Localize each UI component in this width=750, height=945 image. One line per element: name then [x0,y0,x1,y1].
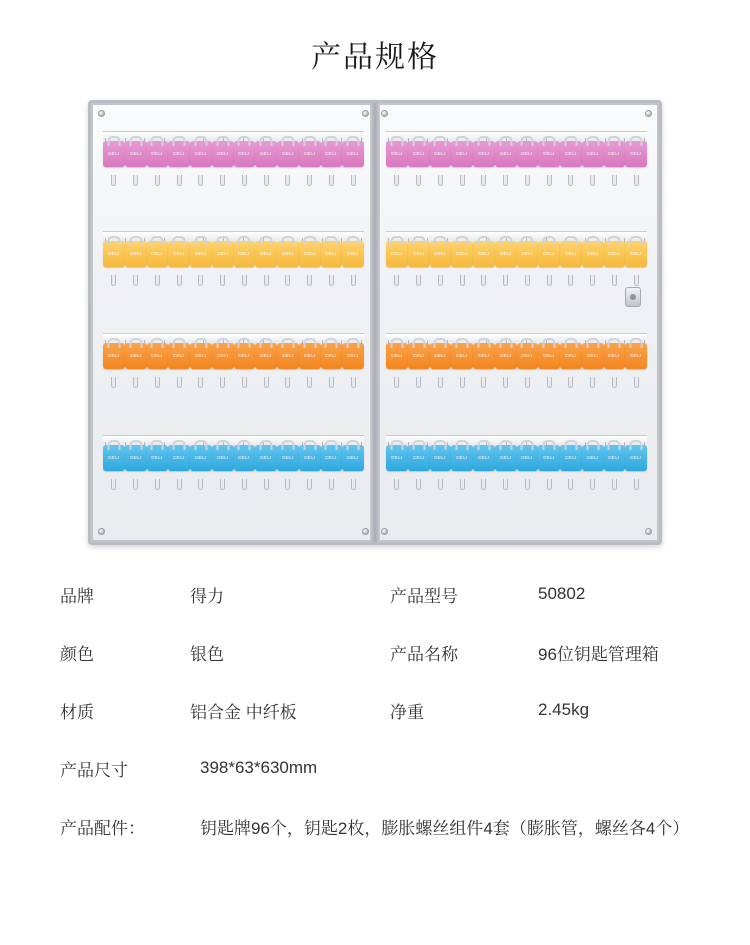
key-tag [495,241,517,267]
key-tag-brand: DELI [499,455,512,461]
key-tag-row-pink [103,141,364,171]
key-tag [190,343,212,369]
key-tag-brand: DELI [456,151,468,157]
key-tag [430,141,452,167]
spec-table [0,565,750,855]
key-tag-brand: DELI [151,353,164,359]
key-tag-brand: DELI [108,455,120,461]
key-tag-brand: DELI [543,151,555,157]
page-title: 产品规格 [311,41,439,74]
key-tag-row-yellow [386,241,647,271]
spec-pair [60,698,390,723]
key-tag-brand: DELI [499,151,512,157]
key-tag-brand: DELI [151,455,164,461]
key-tag [451,445,473,471]
key-tag-brand: DELI [282,455,294,461]
key-tag [495,445,517,471]
key-tag [321,445,343,471]
key-tag [386,445,408,471]
key-tag [451,241,473,267]
spec-pair [60,582,390,607]
key-tag-brand: DELI [129,251,142,257]
key-tag [190,141,212,167]
spec-value: 398*63*630mm [200,758,318,777]
key-tag-brand: DELI [608,251,621,257]
spec-value: 钥匙牌96个，钥匙2枚，膨胀螺丝组件4套（膨胀管，螺丝各4个） [200,818,690,838]
key-tag-brand: DELI [543,455,555,461]
key-tag-brand: DELI [303,151,316,157]
key-tag-row-orange [103,343,364,373]
key-tag-brand: DELI [325,251,338,257]
spec-pair [390,640,659,665]
key-tag [473,343,495,369]
key-tag [277,445,299,471]
key-tag-brand: DELI [238,151,251,157]
key-tag-brand: DELI [478,353,490,359]
screw-icon [645,528,652,535]
key-tag-brand: DELI [478,455,490,461]
key-tag-brand: DELI [412,353,425,359]
key-tag [430,241,452,267]
key-tag [604,445,626,471]
key-tag [299,241,321,267]
key-tag-brand: DELI [303,353,316,359]
key-tag-brand: DELI [347,151,359,157]
key-tag [408,343,430,369]
spec-value: 2.45kg [538,700,590,719]
screw-icon [381,528,388,535]
key-tag [277,343,299,369]
hook-row [386,377,647,391]
key-tag-brand: DELI [260,353,272,359]
key-tag-brand: DELI [456,455,468,461]
key-tag-brand: DELI [325,353,338,359]
key-tag [255,141,277,167]
hook-row [386,175,647,189]
key-tag [103,241,125,267]
spec-pair [390,582,585,607]
key-tag [538,141,560,167]
key-tag [321,241,343,267]
key-tag-brand: DELI [412,455,425,461]
key-tag [168,241,190,267]
key-tag [212,241,234,267]
key-tag [451,141,473,167]
key-tag-brand: DELI [129,353,142,359]
key-tag [473,141,495,167]
key-tag-brand: DELI [565,151,577,157]
key-tag-brand: DELI [108,353,120,359]
screw-icon [381,110,388,117]
spec-pair [60,756,317,781]
key-tag-brand: DELI [608,151,621,157]
key-tag-brand: DELI [151,251,164,257]
key-tag [299,445,321,471]
key-tag-brand: DELI [543,353,555,359]
key-tag [212,445,234,471]
key-tag-brand: DELI [434,251,447,257]
key-tag [168,343,190,369]
key-tag [582,445,604,471]
key-tag [125,241,147,267]
key-tag-brand: DELI [195,353,207,359]
key-tag [212,141,234,167]
key-tag-brand: DELI [238,455,251,461]
key-tag-brand: DELI [151,151,164,157]
key-tag [299,141,321,167]
key-tag [103,343,125,369]
key-tag-brand: DELI [630,353,642,359]
key-tag-brand: DELI [216,353,229,359]
spec-value: 50802 [538,584,586,603]
key-tag [125,343,147,369]
key-tag [604,141,626,167]
key-tag-brand: DELI [347,251,359,257]
product-image [0,88,750,558]
hook-row [386,275,647,289]
spec-label: 产品名称 [390,644,458,664]
key-tag-brand: DELI [478,251,490,257]
key-tag [386,141,408,167]
hook-row [103,275,364,289]
key-tag-brand: DELI [586,455,599,461]
key-tag [560,141,582,167]
key-tag-brand: DELI [434,151,447,157]
key-tag-brand: DELI [456,251,468,257]
hook-row [103,175,364,189]
key-tag-brand: DELI [303,251,316,257]
table-row [60,623,690,681]
key-tag [473,241,495,267]
key-tag-brand: DELI [260,251,272,257]
key-tag-brand: DELI [260,151,272,157]
key-tag [147,445,169,471]
key-tag [190,241,212,267]
key-tag [342,445,364,471]
key-tag [495,141,517,167]
key-tag-brand: DELI [586,251,599,257]
key-tag [147,343,169,369]
key-tag [625,241,647,267]
key-tag [255,445,277,471]
spec-label: 产品型号 [390,586,458,606]
key-tag-brand: DELI [608,353,621,359]
key-tag [582,241,604,267]
table-row [60,797,690,855]
key-tag-brand: DELI [238,251,251,257]
key-tag [190,445,212,471]
key-tag [582,141,604,167]
key-tag [560,343,582,369]
key-tag-brand: DELI [108,151,120,157]
key-tag-brand: DELI [478,151,490,157]
key-tag [538,445,560,471]
key-tag [451,343,473,369]
key-tag-brand: DELI [238,353,251,359]
key-tag [234,343,256,369]
key-tag-brand: DELI [456,353,468,359]
key-tag [517,241,539,267]
key-tag-brand: DELI [543,251,555,257]
key-tag-brand: DELI [521,455,534,461]
key-tag [234,141,256,167]
key-tag [342,241,364,267]
key-tag-brand: DELI [499,251,512,257]
table-row [60,739,690,797]
key-tag [103,141,125,167]
key-tag-brand: DELI [195,251,207,257]
key-tag-brand: DELI [173,455,185,461]
lock-icon [625,287,641,307]
key-tag-brand: DELI [325,455,338,461]
key-tag-brand: DELI [391,353,403,359]
key-tag [408,445,430,471]
key-tag-brand: DELI [630,251,642,257]
hook-row [103,377,364,391]
spec-pair [390,698,589,723]
key-tag [125,445,147,471]
spec-value: 96位钥匙管理箱 [538,644,659,664]
hook-row [386,479,647,493]
key-tag [604,343,626,369]
spec-value: 铝合金 中纤板 [190,702,297,722]
key-tag-brand: DELI [216,455,229,461]
key-cabinet [88,100,662,545]
spec-value: 银色 [190,644,224,664]
key-tag [299,343,321,369]
key-tag-brand: DELI [303,455,316,461]
key-tag-row-yellow [103,241,364,271]
key-tag [517,343,539,369]
key-tag-brand: DELI [391,151,403,157]
key-tag-brand: DELI [521,353,534,359]
key-tag-brand: DELI [347,455,359,461]
key-tag-row-pink [386,141,647,171]
key-tag-brand: DELI [412,251,425,257]
screw-icon [362,528,369,535]
key-tag [625,141,647,167]
spec-label: 产品配件： [60,818,145,838]
screw-icon [645,110,652,117]
key-tag-row-blue [103,445,364,475]
key-tag [342,343,364,369]
spec-pair [60,640,390,665]
key-tag [473,445,495,471]
key-tag-brand: DELI [108,251,120,257]
key-tag-brand: DELI [216,251,229,257]
key-tag-brand: DELI [173,251,185,257]
key-tag [430,343,452,369]
key-tag-brand: DELI [630,151,642,157]
screw-icon [362,110,369,117]
spec-value: 得力 [190,586,224,606]
key-tag-brand: DELI [391,455,403,461]
key-tag-brand: DELI [325,151,338,157]
key-tag-brand: DELI [282,251,294,257]
screw-icon [98,528,105,535]
key-tag-brand: DELI [412,151,425,157]
spec-pair [60,814,689,839]
key-tag-brand: DELI [216,151,229,157]
key-tag-brand: DELI [565,353,577,359]
key-tag [560,445,582,471]
key-tag [168,445,190,471]
key-tag [538,241,560,267]
cabinet-door-left [91,103,375,542]
cabinet-hinge [370,103,380,542]
key-tag-brand: DELI [195,455,207,461]
key-tag-brand: DELI [521,151,534,157]
spec-label: 材质 [60,702,94,722]
key-tag [408,141,430,167]
key-tag-row-orange [386,343,647,373]
spec-label: 净重 [390,702,424,722]
key-tag-brand: DELI [347,353,359,359]
key-tag [517,445,539,471]
hook-row [103,479,364,493]
key-tag [430,445,452,471]
key-tag [625,343,647,369]
key-tag [147,141,169,167]
key-tag-brand: DELI [586,353,599,359]
key-tag-brand: DELI [173,151,185,157]
key-tag [277,141,299,167]
key-tag [234,241,256,267]
key-tag-brand: DELI [499,353,512,359]
key-tag [147,241,169,267]
key-tag [408,241,430,267]
key-tag [103,445,125,471]
key-tag [560,241,582,267]
key-tag-brand: DELI [608,455,621,461]
cabinet-door-right [375,103,659,542]
key-tag-brand: DELI [129,455,142,461]
key-tag [495,343,517,369]
key-tag-brand: DELI [586,151,599,157]
key-tag [517,141,539,167]
screw-icon [98,110,105,117]
key-tag-brand: DELI [434,455,447,461]
spec-label: 颜色 [60,644,94,664]
key-tag-brand: DELI [391,251,403,257]
key-tag-brand: DELI [434,353,447,359]
key-tag-brand: DELI [521,251,534,257]
key-tag [538,343,560,369]
key-tag-brand: DELI [565,251,577,257]
key-tag [321,141,343,167]
key-tag-brand: DELI [565,455,577,461]
key-tag-brand: DELI [630,455,642,461]
key-tag [168,141,190,167]
key-tag [212,343,234,369]
spec-label: 产品尺寸 [60,760,128,780]
spec-label: 品牌 [60,586,94,606]
key-tag [604,241,626,267]
key-tag [582,343,604,369]
key-tag-brand: DELI [282,353,294,359]
key-tag [386,343,408,369]
key-tag-brand: DELI [282,151,294,157]
key-tag [277,241,299,267]
key-tag [234,445,256,471]
key-tag [321,343,343,369]
key-tag [255,241,277,267]
key-tag-brand: DELI [260,455,272,461]
table-row [60,565,690,623]
key-tag [125,141,147,167]
key-tag [625,445,647,471]
key-tag [386,241,408,267]
key-tag [255,343,277,369]
key-tag-brand: DELI [173,353,185,359]
key-tag-brand: DELI [129,151,142,157]
key-tag [342,141,364,167]
key-tag-brand: DELI [195,151,207,157]
table-row [60,681,690,739]
key-tag-row-blue [386,445,647,475]
